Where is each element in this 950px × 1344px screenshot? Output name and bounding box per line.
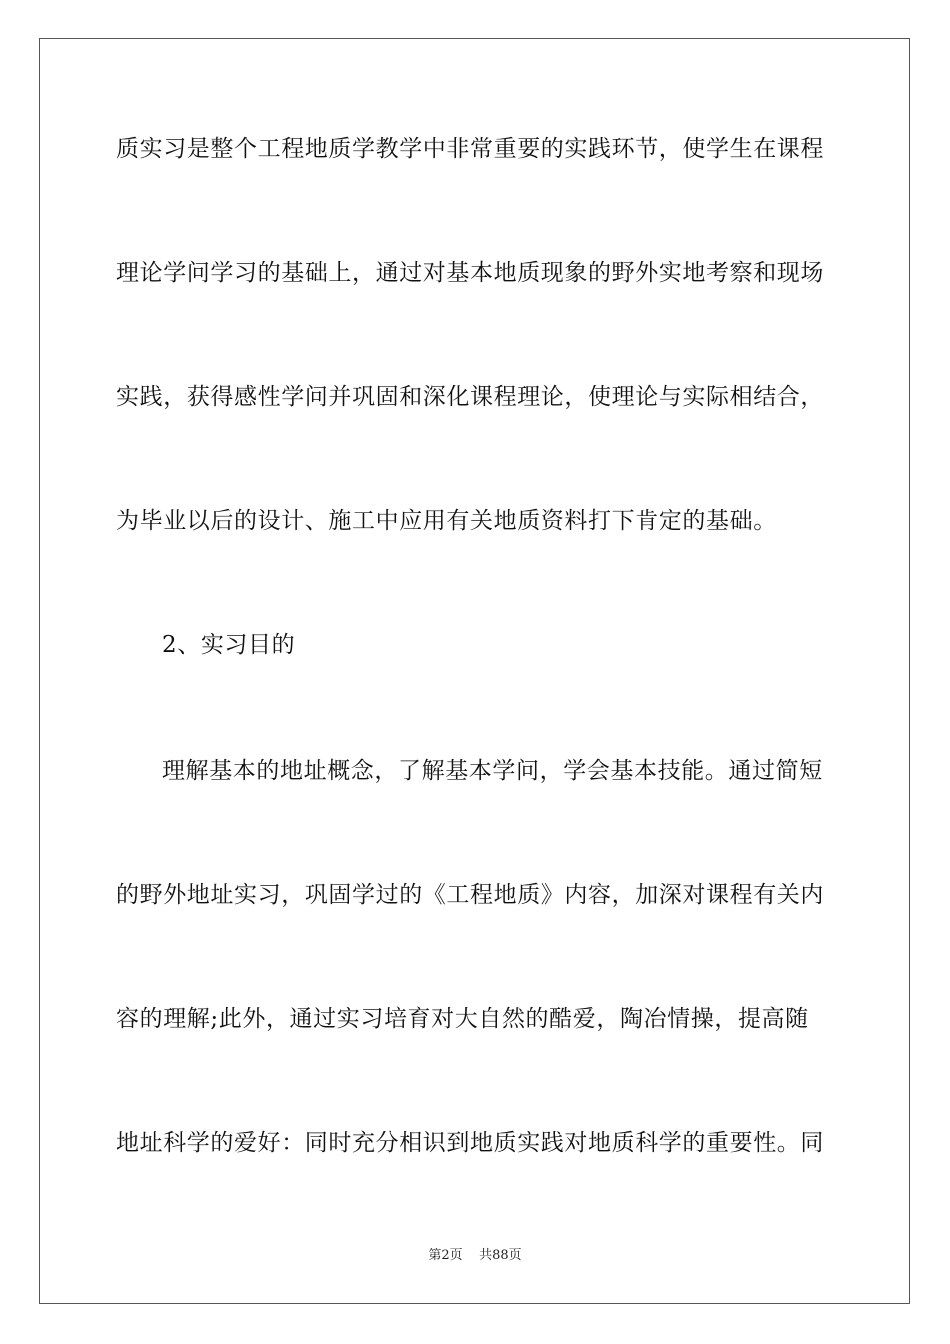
page-border (39, 38, 910, 1304)
paragraph-line: 理解基本的地址概念，了解基本学问，学会基本技能。通过简短 (162, 758, 823, 784)
total-pages: 共88页 (479, 1248, 522, 1263)
paragraph-line: 容的理解;此外，通过实习培育对大自然的酷爱，陶冶情操，提高随 (116, 1006, 809, 1032)
page-number: 第2页 (428, 1248, 463, 1263)
paragraph-line: 实践，获得感性学问并巩固和深化课程理论，使理论与实际相结合， (116, 384, 824, 410)
paragraph-line: 质实习是整个工程地质学教学中非常重要的实践环节，使学生在课程 (116, 136, 824, 162)
paragraph-line: 理论学问学习的基础上，通过对基本地质现象的野外实地考察和现场 (116, 260, 824, 286)
paragraph-line: 地址科学的爱好：同时充分相识到地质实践对地质科学的重要性。同 (116, 1130, 824, 1156)
section-heading: 2、实习目的 (162, 632, 296, 658)
paragraph-line: 的野外地址实习，巩固学过的《工程地质》内容，加深对课程有关内 (116, 882, 824, 908)
paragraph-line: 为毕业以后的设计、施工中应用有关地质资料打下肯定的基础。 (116, 508, 777, 534)
page-footer (0, 1248, 950, 1264)
